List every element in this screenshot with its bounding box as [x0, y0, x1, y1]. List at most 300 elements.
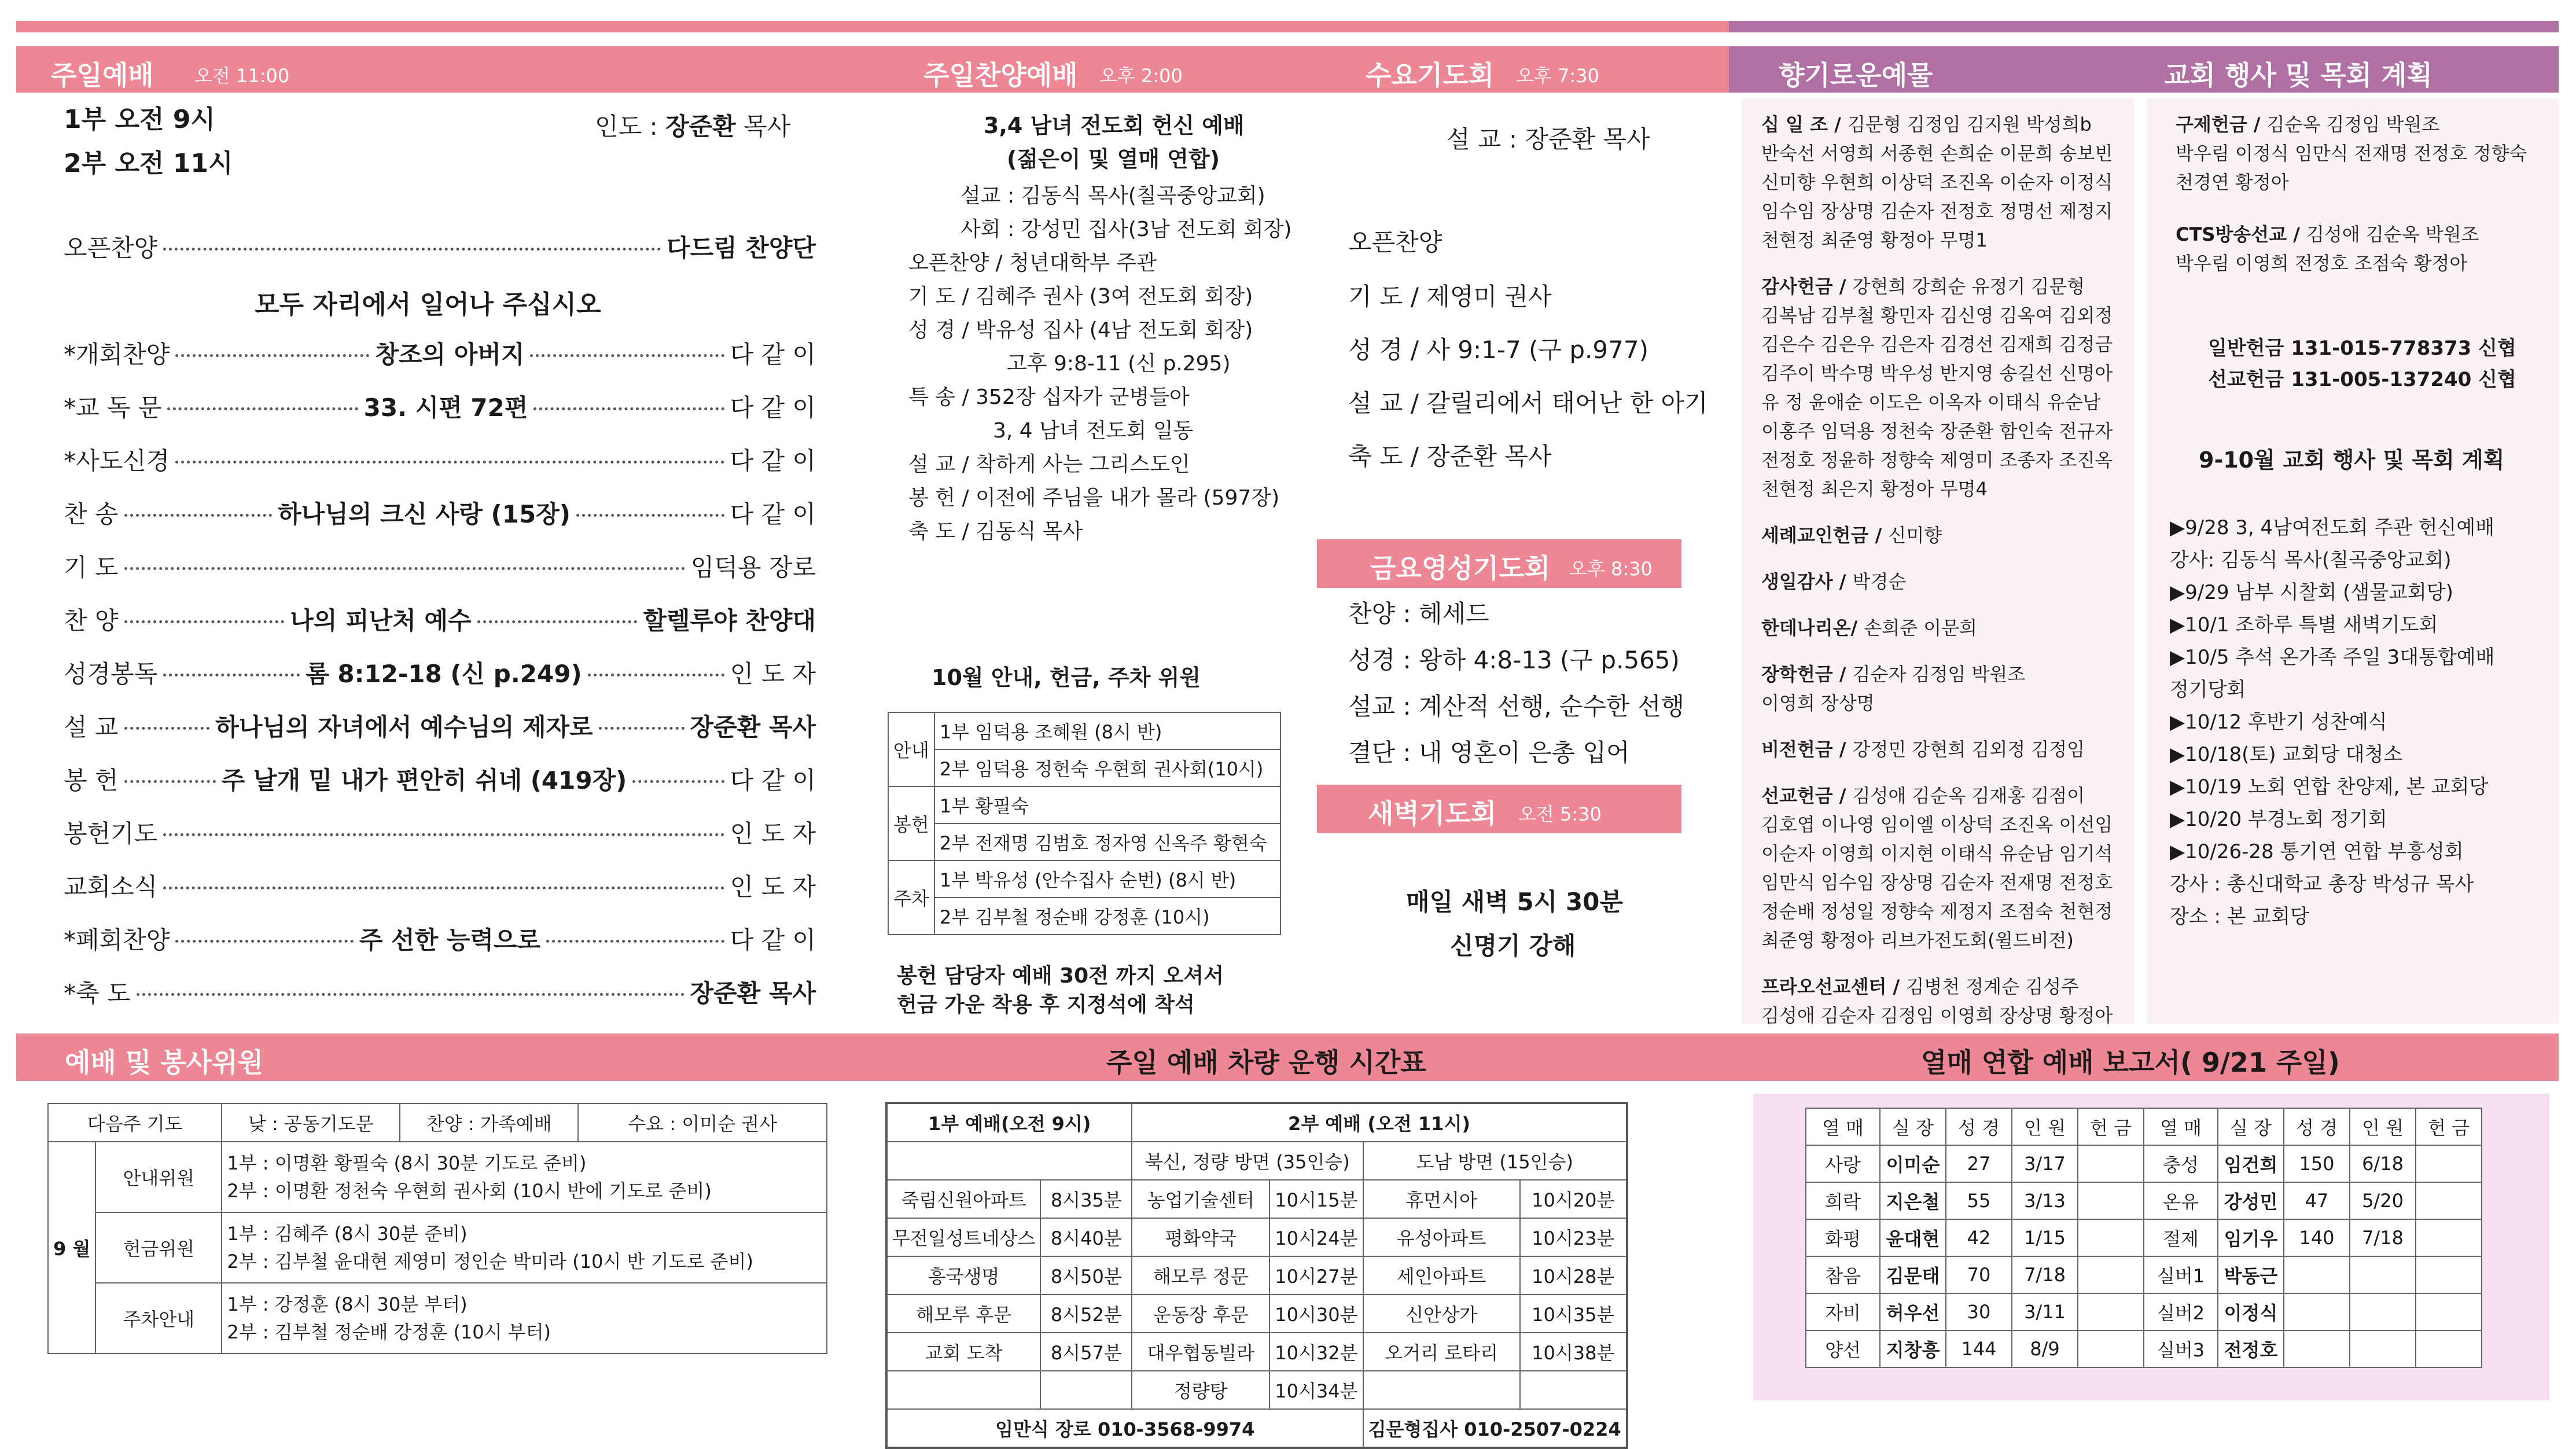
- offering-category: 프라오선교센터 /: [1761, 976, 1907, 998]
- bus-sub-2a: 북신, 정량 방면 (35인승): [1132, 1142, 1363, 1180]
- offering-line: 임수임 장상명 김순자 전정호 정명선 제정지: [1761, 200, 2113, 222]
- bus-stop-3: 신안상가: [1363, 1294, 1520, 1333]
- order-row: [64, 655, 816, 690]
- order-dots: [163, 674, 300, 676]
- report-table: [1805, 1108, 2482, 1368]
- report-cell: 55: [1946, 1182, 2012, 1219]
- report-header: 인 원: [2350, 1108, 2416, 1145]
- order-label: *개회찬양: [64, 340, 170, 369]
- order-leader: 다 같 이: [730, 500, 816, 528]
- service-1: 1부 오전 9시: [64, 105, 215, 134]
- servant-line-1: 1부 : 이명환 황필숙 (8시 30분 기도로 준비): [227, 1152, 587, 1174]
- bus-stop-1: 무전일성트네상스: [886, 1218, 1040, 1256]
- opening-label: 오픈찬양: [64, 234, 158, 262]
- october-group: 주차: [888, 860, 934, 935]
- report-cell: 임건희: [2218, 1145, 2284, 1182]
- order-leader: 할렐루야 찬양대: [643, 606, 816, 635]
- order-label: *교 독 문: [64, 393, 162, 422]
- offering-names: 김문형 김정임 김지원 박성희b: [1848, 113, 2092, 135]
- servant-names: [222, 1142, 827, 1212]
- report-cell: [2078, 1219, 2144, 1256]
- offering-names: 김순자 김정임 박원조: [1852, 663, 2026, 685]
- bus-header-1: 1부 예배(오전 9시): [886, 1103, 1132, 1142]
- offering-names: 강정민 강현희 김외정 김정임: [1852, 738, 2085, 760]
- offering-line: [1761, 567, 1906, 596]
- report-header: 인 원: [2012, 1108, 2078, 1145]
- order-item: 창조의 아버지: [375, 340, 525, 369]
- order-dots: [175, 354, 369, 357]
- wednesday-line: 축 도 / 장준환 목사: [1348, 442, 1552, 470]
- order-label: 설 교: [64, 713, 119, 741]
- header-report: [1716, 1034, 2559, 1081]
- order-dots: [632, 780, 724, 783]
- report-cell: 1/15: [2012, 1219, 2078, 1256]
- report-cell: [2078, 1145, 2144, 1182]
- wednesday-preacher: 설 교 : 장준환 목사: [1447, 125, 1650, 153]
- next-wed-cell: 수요 : 이미순 권사: [628, 1113, 777, 1135]
- offering-line: [1761, 660, 2025, 689]
- order-dots: [124, 727, 210, 730]
- order-label: 봉헌기도: [64, 819, 158, 848]
- plan-item: 강사 : 총신대학교 총장 박성규 목사: [2170, 873, 2474, 896]
- order-label: 찬 송: [64, 500, 119, 528]
- order-item: 하나님의 자녀에서 예수님의 제자로: [215, 713, 593, 741]
- plan-item: 장소 : 본 교회당: [2170, 905, 2309, 928]
- order-dots: [124, 620, 285, 623]
- leader-dots: [163, 248, 661, 251]
- praise-line: 사회 : 강성민 집사(3남 전도회 회장): [961, 218, 1292, 241]
- praise-line: 설교 : 김동식 목사(칠곡중앙교회): [961, 184, 1265, 208]
- report-cell: 150: [2284, 1145, 2350, 1182]
- offering-line: [1761, 735, 2085, 764]
- offering-category: 감사헌금 /: [1761, 275, 1853, 297]
- bus-stop-3: 유성아파트: [1363, 1218, 1520, 1256]
- report-cell: 27: [1946, 1145, 2012, 1182]
- order-row: [64, 549, 816, 583]
- order-leader: 다 같 이: [730, 340, 816, 369]
- report-cell: 임기우: [2218, 1219, 2284, 1256]
- report-header: 헌 금: [2078, 1108, 2144, 1145]
- next-label: 다음주 기도: [48, 1104, 222, 1142]
- events-offering-group: [2176, 220, 2479, 278]
- bus-stop-2-time: 10시24분: [1269, 1218, 1363, 1256]
- bus-stop-3-time: [1520, 1371, 1627, 1409]
- wednesday-line: 기 도 / 제영미 권사: [1348, 282, 1552, 311]
- report-cell: [2416, 1145, 2482, 1182]
- plan-item: ▶10/5 추석 온가족 주일 3대통합예배: [2170, 646, 2495, 669]
- report-cell: [2416, 1293, 2482, 1330]
- bus-stop-3: 오거리 로타리: [1363, 1333, 1520, 1371]
- bus-footer-1: 임만식 장로 010-3568-9974: [886, 1409, 1363, 1448]
- header-time: 오후 2:00: [1099, 65, 1183, 87]
- offering-group: [1761, 660, 2025, 718]
- praise-line: 봉 헌 / 이전에 주님을 내가 몰라 (597장): [908, 486, 1280, 510]
- report-cell: 8/9: [2012, 1330, 2078, 1367]
- offering-group: [1761, 781, 2113, 955]
- order-item: 33. 시편 72편: [363, 393, 528, 422]
- order-dots: [477, 620, 638, 623]
- bus-stop-1: 해모루 후문: [886, 1294, 1040, 1333]
- offering-group: [1761, 521, 1942, 550]
- events-offering-category: 구제헌금 /: [2176, 113, 2267, 135]
- header-sunday: [16, 46, 882, 93]
- header-time: 오전 5:30: [1518, 803, 1602, 825]
- report-cell: 사랑: [1806, 1145, 1880, 1182]
- order-label: 봉 헌: [64, 766, 119, 795]
- order-dots: [530, 354, 724, 357]
- bus-stop-3-time: 10시28분: [1520, 1256, 1627, 1294]
- order-dots: [163, 887, 724, 889]
- report-header: 실 장: [2218, 1108, 2284, 1145]
- order-dots: [546, 940, 724, 943]
- servant-line-2: 2부 : 이명환 정천숙 우현희 권사회 (10시 반에 기도로 준비): [227, 1180, 712, 1202]
- friday-line: 결단 : 내 영혼이 은총 입어: [1348, 738, 1630, 767]
- october-table: [888, 712, 1281, 935]
- header-title: 새벽기도회: [1368, 798, 1497, 829]
- bus-stop-3: 세인아파트: [1363, 1256, 1520, 1294]
- events-offering-line: [2176, 220, 2479, 249]
- order-item: 나의 피난처 예수: [290, 606, 472, 635]
- order-row: [64, 389, 816, 424]
- offering-line: 천현정 최은지 황정아 무명4: [1761, 478, 1988, 500]
- report-cell: 이정식: [2218, 1293, 2284, 1330]
- account-general: 일반헌금 131-015-778373 신협: [2208, 337, 2516, 360]
- report-cell: 3/17: [2012, 1145, 2078, 1182]
- offering-line: [1761, 781, 2113, 810]
- bus-stop-1-time: 8시50분: [1040, 1256, 1132, 1294]
- header-servants: [16, 1034, 858, 1081]
- report-cell: [2350, 1330, 2416, 1367]
- report-header: 실 장: [1880, 1108, 1946, 1145]
- order-row: [64, 815, 816, 849]
- report-cell: 윤대현: [1880, 1219, 1946, 1256]
- offering-group: [1761, 735, 2085, 764]
- order-dots: [124, 514, 273, 517]
- order-dots: [175, 940, 354, 943]
- report-cell: 70: [1946, 1256, 2012, 1293]
- offering-names: 김성애 김순옥 김재홍 김점이: [1852, 785, 2085, 807]
- plan-item: ▶10/19 노회 연합 찬양제, 본 교회당: [2170, 775, 2489, 799]
- header-friday: [1317, 539, 1681, 588]
- october-title: 10월 안내, 헌금, 주차 위원: [932, 665, 1201, 690]
- praise-line: 설 교 / 착하게 사는 그리스도인: [908, 453, 1190, 476]
- order-dots: [124, 567, 685, 570]
- report-cell: [2350, 1256, 2416, 1293]
- friday-line: 찬양 : 헤세드: [1348, 600, 1489, 628]
- bus-stop-2: 해모루 정문: [1132, 1256, 1269, 1294]
- report-cell: 7/18: [2012, 1256, 2078, 1293]
- order-label: 찬 양: [64, 606, 119, 635]
- bus-stop-2-time: 10시32분: [1269, 1333, 1363, 1371]
- offering-line: 최준영 황정아 리브가전도회(윌드비전): [1761, 929, 2074, 951]
- report-cell: [2078, 1256, 2144, 1293]
- bus-blank: [886, 1142, 1132, 1180]
- report-cell: [2078, 1293, 2144, 1330]
- order-row: [64, 708, 816, 743]
- bus-stop-2: 평화약국: [1132, 1218, 1269, 1256]
- report-cell: 자비: [1806, 1293, 1880, 1330]
- bus-stop-1-time: [1040, 1371, 1132, 1409]
- bus-stop-3: 휴먼시아: [1363, 1180, 1520, 1218]
- servant-line-2: 2부 : 김부철 정순배 강정훈 (10시 부터): [227, 1321, 551, 1343]
- praise-line: 기 도 / 김혜주 권사 (3여 전도회 회장): [908, 285, 1253, 308]
- offering-line: [1761, 613, 1977, 642]
- top-stripe-accent: [1729, 21, 2559, 32]
- report-cell: 희락: [1806, 1182, 1880, 1219]
- praise-line: 고후 9:8-11 (신 p.295): [1007, 352, 1231, 376]
- plan-item: 정기당회: [2170, 678, 2246, 701]
- order-label: 기 도: [64, 553, 119, 582]
- report-cell: [2284, 1293, 2350, 1330]
- bus-footer-2: 김문형집사 010-2507-0224: [1363, 1409, 1627, 1448]
- servant-role: 주차안내: [95, 1283, 222, 1354]
- report-cell: [2350, 1293, 2416, 1330]
- order-row: [64, 868, 816, 903]
- report-cell: 30: [1946, 1293, 2012, 1330]
- header-title: 주일찬양예배: [923, 60, 1078, 91]
- offering-line: 김은수 김은우 김은자 김경선 김재희 김정금: [1761, 333, 2113, 355]
- order-label: *폐회찬양: [64, 926, 170, 954]
- offering-line: [1761, 272, 2113, 301]
- header-praise: [882, 46, 1317, 93]
- order-row: [64, 336, 816, 370]
- october-note-1: 봉헌 담당자 예배 30전 까지 오셔서: [897, 964, 1224, 988]
- offering-line: 이순자 이영희 이지현 이태식 유순남 임기석: [1761, 843, 2113, 865]
- offering-line: 김호엽 이나영 임이엘 이상덕 조진옥 이선임: [1761, 814, 2113, 836]
- header-bus: [858, 1034, 1716, 1081]
- order-dots: [599, 727, 685, 730]
- order-leader: 임덕용 장로: [690, 553, 816, 582]
- praise-line: 성 경 / 박유성 집사 (4남 전도회 회장): [908, 318, 1253, 342]
- order-dots: [576, 514, 724, 517]
- order-dots: [163, 833, 724, 836]
- order-dots: [533, 407, 724, 410]
- top-stripe: [16, 21, 1729, 32]
- bus-stop-3-time: 10시38분: [1520, 1333, 1627, 1371]
- bus-stop-2: 운동장 후문: [1132, 1294, 1269, 1333]
- october-cell: 1부 박유성 (안수집사 순번) (8시 반): [934, 860, 1280, 898]
- account-mission: 선교헌금 131-005-137240 신협: [2208, 368, 2516, 391]
- order-leader: 다 같 이: [730, 393, 816, 422]
- offering-category: 한데나리온/: [1761, 617, 1864, 639]
- dawn-line-2: 신명기 강해: [1450, 932, 1576, 960]
- order-leader: 장준환 목사: [690, 713, 816, 741]
- report-cell: 허우선: [1880, 1293, 1946, 1330]
- bus-stop-1: [886, 1371, 1040, 1409]
- wednesday-line: 오픈찬양: [1348, 228, 1442, 256]
- praise-title-2: (젊은이 및 열매 연합): [1007, 146, 1220, 172]
- header-events: [2141, 46, 2559, 93]
- order-item: 롬 8:12-18 (신 p.249): [306, 660, 582, 688]
- service-2: 2부 오전 11시: [64, 149, 233, 178]
- events-offering-line: [2176, 110, 2527, 139]
- praise-line: 오픈찬양 / 청년대학부 주관: [908, 251, 1157, 275]
- bus-stop-1-time: 8시52분: [1040, 1294, 1132, 1333]
- offering-names: 신미향: [1888, 524, 1942, 546]
- plan-item: ▶10/1 조하루 특별 새벽기도회: [2170, 613, 2438, 637]
- events-offering-names: 김성애 김순옥 박원조: [2306, 223, 2479, 245]
- wednesday-line: 설 교 / 갈릴리에서 태어난 한 아기: [1348, 389, 1708, 417]
- order-dots: [588, 674, 724, 676]
- report-cell: 지은철: [1880, 1182, 1946, 1219]
- offering-line: 전정호 정윤하 정향숙 제영미 조종자 조진옥: [1761, 449, 2113, 471]
- plan-item: ▶10/26-28 통기연 연합 부흥성회: [2170, 840, 2464, 863]
- bus-stop-2-time: 10시15분: [1269, 1180, 1363, 1218]
- order-dots: [124, 780, 216, 783]
- leader-name: 장준환: [665, 112, 736, 141]
- offering-line: 김복남 김부철 황민자 김신영 김옥여 김외정: [1761, 304, 2113, 326]
- header-title: 예배 및 봉사위원: [65, 1047, 264, 1078]
- events-offering-line: 박우림 이정식 임만식 전재명 전정호 정향숙: [2176, 142, 2527, 164]
- order-label: 교회소식: [64, 873, 158, 901]
- report-cell: 박동근: [2218, 1256, 2284, 1293]
- offering-group: [1761, 272, 2113, 503]
- bus-stop-1-time: 8시57분: [1040, 1333, 1132, 1371]
- order-row: [64, 602, 816, 637]
- report-cell: 온유: [2144, 1182, 2218, 1219]
- events-offering-line: 박우림 이영희 전정호 조점숙 황정아: [2176, 252, 2468, 274]
- offering-line: 유 정 윤애순 이도은 이옥자 이태식 유순남: [1761, 391, 2101, 413]
- report-header: 성 경: [2284, 1108, 2350, 1145]
- praise-line: 3, 4 남녀 전도회 일동: [993, 419, 1194, 443]
- offering-category: 장학헌금 /: [1761, 663, 1853, 685]
- header-title: 수요기도회: [1366, 60, 1495, 91]
- report-cell: 실버1: [2144, 1256, 2218, 1293]
- report-cell: [2078, 1182, 2144, 1219]
- offering-category: 선교헌금 /: [1761, 785, 1853, 807]
- offering-names: 손희준 이문희: [1864, 617, 1978, 639]
- order-row: [64, 442, 816, 477]
- offering-line: [1761, 110, 2113, 139]
- order-dots: [167, 407, 358, 410]
- friday-line: 설교 : 계산적 선행, 순수한 선행: [1348, 692, 1685, 720]
- plan-item: ▶10/18(토) 교회당 대청소: [2170, 743, 2403, 766]
- report-cell: 양선: [1806, 1330, 1880, 1367]
- bus-stop-2: 정량탕: [1132, 1371, 1269, 1409]
- praise-title-1: 3,4 남녀 전도회 헌신 예배: [984, 113, 1245, 138]
- offering-line: [1761, 972, 2113, 1001]
- events-offering-group: [2176, 110, 2527, 197]
- bus-stop-3-time: 10시23분: [1520, 1218, 1627, 1256]
- next-day-cell: 낮 : 공동기도문: [222, 1104, 400, 1141]
- report-cell: 3/13: [2012, 1182, 2078, 1219]
- offering-line: 신미향 우현희 이상덕 조진옥 이순자 이정식: [1761, 171, 2113, 193]
- stand-notice: 모두 자리에서 일어나 주십시오: [255, 290, 601, 319]
- offering-line: 김성애 김순자 김정임 이영희 장상명 황정아: [1761, 1005, 2113, 1027]
- offering-names: 강현희 강희순 유정기 김문형: [1852, 275, 2085, 297]
- report-cell: 지창흥: [1880, 1330, 1946, 1367]
- report-header: 열 매: [1806, 1108, 1880, 1145]
- offering-group: [1761, 972, 2113, 1030]
- servant-role: 헌금위원: [95, 1212, 222, 1283]
- report-cell: 7/18: [2350, 1219, 2416, 1256]
- report-cell: 강성민: [2218, 1182, 2284, 1219]
- order-label: *축 도: [64, 979, 131, 1007]
- order-row: [64, 495, 816, 530]
- report-cell: [2284, 1330, 2350, 1367]
- report-cell: 참음: [1806, 1256, 1880, 1293]
- month-cell: 9 월: [48, 1142, 95, 1354]
- leader: [595, 108, 790, 142]
- order-dots: [175, 461, 724, 464]
- order-leader: 인 도 자: [730, 819, 816, 848]
- header-time: 오후 7:30: [1516, 65, 1599, 87]
- opening-value: 다드림 찬양단: [666, 234, 816, 262]
- order-row: [64, 762, 816, 796]
- order-dots: [137, 993, 685, 996]
- order-leader: 다 같 이: [730, 766, 816, 795]
- next-praise-cell: 찬양 : 가족예배: [400, 1104, 578, 1141]
- servant-line-2: 2부 : 김부철 윤대현 제영미 정인순 박미라 (10시 반 기도로 준비): [227, 1251, 753, 1273]
- bus-header-2: 2부 예배 (오전 11시): [1132, 1103, 1626, 1142]
- bus-sub-2b: 도남 방면 (15인승): [1363, 1142, 1627, 1180]
- report-cell: [2416, 1330, 2482, 1367]
- bus-stop-2-time: 10시30분: [1269, 1294, 1363, 1333]
- bus-stop-1-time: 8시35분: [1040, 1180, 1132, 1218]
- opening-praise-row: [64, 229, 816, 264]
- october-cell: 2부 김부철 정순배 강정훈 (10시): [934, 898, 1280, 935]
- order-item: 하나님의 크신 사랑 (15장): [278, 500, 571, 528]
- bus-stop-1-time: 8시40분: [1040, 1218, 1132, 1256]
- order-item: 주 날개 밑 내가 편안히 쉬네 (419장): [221, 766, 627, 795]
- october-cell: 2부 전재명 김범호 정자영 신옥주 황현숙: [934, 823, 1280, 860]
- october-group: 봉헌: [888, 786, 934, 860]
- report-cell: 절제: [2144, 1219, 2218, 1256]
- header-title: 향기로운예물: [1779, 60, 1933, 91]
- header-title: 금요영성기도회: [1370, 553, 1551, 584]
- events-offering-names: 김순옥 김정임 박원조: [2266, 113, 2440, 135]
- header-time: 오후 8:30: [1569, 558, 1653, 580]
- header-title: 교회 행사 및 목회 계획: [2164, 60, 2433, 91]
- servant-role: 안내위원: [95, 1142, 222, 1212]
- report-cell: 5/20: [2350, 1182, 2416, 1219]
- order-leader: 인 도 자: [730, 660, 816, 688]
- servant-line-1: 1부 : 강정훈 (8시 30분 부터): [227, 1293, 468, 1315]
- order-item: 주 선한 능력으로: [359, 926, 541, 954]
- report-cell: 김문태: [1880, 1256, 1946, 1293]
- bus-stop-1: 교회 도착: [886, 1333, 1040, 1371]
- events-offering-line: 천경연 황정아: [2176, 171, 2289, 193]
- leader-label: 인도 :: [595, 112, 658, 141]
- order-label: *사도신경: [64, 447, 170, 475]
- october-cell: 1부 황필숙: [934, 786, 1280, 823]
- report-header: 열 매: [2144, 1108, 2218, 1145]
- header-title: 열매 연합 예배 보고서( 9/21 주일): [1921, 1047, 2340, 1078]
- bus-stop-3-time: 10시20분: [1520, 1180, 1627, 1218]
- praise-line: 축 도 / 김동식 목사: [908, 520, 1083, 543]
- order-leader: 인 도 자: [730, 873, 816, 901]
- report-cell: 실버3: [2144, 1330, 2218, 1367]
- report-cell: 이미순: [1880, 1145, 1946, 1182]
- servant-names: [222, 1283, 827, 1354]
- offering-group: [1761, 613, 1977, 642]
- report-cell: 42: [1946, 1219, 2012, 1256]
- offering-group: [1761, 567, 1906, 596]
- report-cell: [2416, 1219, 2482, 1256]
- offering-line: 이영희 장상명: [1761, 692, 1875, 714]
- header-offering: [1729, 46, 2141, 93]
- header-title: 주일 예배 차량 운행 시간표: [1106, 1047, 1426, 1078]
- offering-names: 김병천 정계순 김성주: [1906, 976, 2079, 998]
- plan-item: ▶9/28 3, 4남여전도회 주관 헌신예배: [2170, 516, 2495, 539]
- report-cell: 충성: [2144, 1145, 2218, 1182]
- bus-stop-3: [1363, 1371, 1520, 1409]
- offering-line: 반숙선 서영희 서종현 손희순 이문희 송보빈: [1761, 142, 2113, 164]
- report-cell: 전정호: [2218, 1330, 2284, 1367]
- report-cell: [2284, 1256, 2350, 1293]
- offering-group: [1761, 110, 2113, 255]
- offering-line: 천현정 최준영 황정아 무명1: [1761, 229, 1988, 251]
